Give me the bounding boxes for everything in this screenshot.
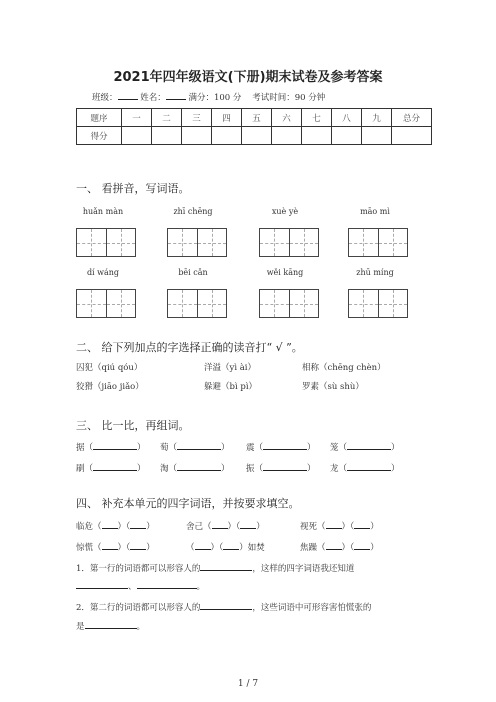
compare-char: 龙 (330, 464, 339, 474)
reading-choice[interactable] (302, 361, 386, 373)
score-header-cell: 六 (272, 109, 302, 127)
writing-grid[interactable] (76, 289, 136, 318)
reading-choice[interactable] (76, 380, 144, 392)
score-cell[interactable] (272, 127, 302, 145)
writing-grid[interactable] (167, 289, 227, 318)
section-1-title: 一、 看拼音，写词语。 (76, 182, 190, 195)
score-cell[interactable] (152, 127, 182, 145)
question-1 (76, 561, 354, 574)
score-header-cell: 二 (152, 109, 182, 127)
exam-info (92, 90, 325, 103)
question-2-cont (76, 619, 145, 632)
choice-options: （chēng chèn） (319, 363, 386, 373)
page-title: 2021年四年级语文(下册)期末试卷及参考答案 (113, 70, 383, 85)
question-2-text: 2．第二行的词语都可以形容人的 (76, 603, 201, 613)
choice-options: （bì pì） (221, 382, 258, 392)
compare-char: 淘 (160, 464, 169, 474)
answer-blank[interactable] (200, 561, 252, 571)
idiom-item[interactable]: （ ）（ ）如焚 (186, 540, 265, 553)
pinyin-label: māo mì (360, 207, 390, 216)
pinyin-label: zhī chēng (173, 207, 213, 216)
full-score: 满分：100 分 (188, 93, 242, 103)
class-label: 班级： (92, 93, 118, 103)
writing-grid[interactable] (348, 289, 408, 318)
choice-word: 狡猾 (76, 382, 94, 392)
idiom-prefix: 惊慌（ (76, 543, 102, 553)
compare-char: 据 (76, 443, 85, 453)
score-header-cell: 八 (332, 109, 362, 127)
pinyin-label: xuè yè (271, 207, 299, 216)
pinyin-label: wěi kāng (266, 268, 304, 277)
period: 。 (196, 582, 206, 592)
question-2 (76, 600, 371, 613)
compare-item[interactable]: 笼（ ） (330, 440, 400, 453)
section-4-title: 四、 补充本单元的四字词语，并按要求填空。 (76, 497, 300, 510)
score-header-cell: 四 (212, 109, 242, 127)
answer-blank[interactable] (137, 579, 197, 589)
pinyin-label: bēi cǎn (178, 268, 208, 277)
question-2-tail: ，这些词语中可形容害怕慌张的 (252, 603, 372, 613)
score-row-label: 得分 (77, 127, 122, 145)
compare-char: 萄 (160, 443, 169, 453)
question-1-tail: ，这样的四字词语我还知道 (252, 564, 355, 574)
score-cell[interactable] (332, 127, 362, 145)
reading-choice[interactable] (76, 361, 142, 373)
score-cell[interactable] (182, 127, 212, 145)
writing-grid[interactable] (259, 228, 319, 257)
reading-choice[interactable] (302, 380, 364, 392)
choice-options: （sù shù） (319, 382, 364, 392)
compare-item[interactable]: 萄（ ） (160, 440, 230, 453)
answer-blank[interactable] (200, 600, 252, 610)
idiom-prefix: 临危（ (76, 522, 102, 532)
choice-word: 罗素 (302, 382, 320, 392)
score-cell[interactable] (122, 127, 152, 145)
idiom-item[interactable]: 舍己（ ）（ ） (186, 519, 265, 532)
score-header-row (77, 109, 432, 127)
section-2-title: 二、 给下列加点的字选择正确的读音打“ √ ”。 (76, 341, 303, 354)
idiom-prefix: 舍己（ (186, 522, 212, 532)
score-value-row (77, 127, 432, 145)
score-header-cell: 题序 (77, 109, 122, 127)
question-1-text: 1．第一行的词语都可以形容人的 (76, 564, 201, 574)
idiom-item[interactable]: 惊慌（ ）（ ） (76, 540, 155, 553)
compare-item[interactable]: 龙（ ） (330, 461, 400, 474)
score-header-cell: 总分 (392, 109, 432, 127)
compare-char: 刷 (76, 464, 85, 474)
idiom-item[interactable]: 焦躁（ ）（ ） (300, 540, 379, 553)
writing-grid[interactable] (348, 228, 408, 257)
score-cell[interactable] (302, 127, 332, 145)
choice-word: 洋溢 (204, 363, 222, 373)
pinyin-label: dí wáng (86, 268, 120, 277)
compare-item[interactable]: 震（ ） (246, 440, 316, 453)
compare-item[interactable]: 据（ ） (76, 440, 146, 453)
answer-blank[interactable] (76, 579, 128, 589)
choice-word: 相称 (302, 363, 320, 373)
page-number: 1 / 7 (237, 679, 259, 689)
question-1-cont (76, 579, 205, 592)
separator: 、 (128, 582, 137, 592)
score-cell[interactable] (242, 127, 272, 145)
choice-options: （qiú qóu） (93, 363, 143, 373)
compare-item[interactable]: 淘（ ） (160, 461, 230, 474)
idiom-item[interactable]: 视死（ ）（ ） (300, 519, 379, 532)
score-header-cell: 一 (122, 109, 152, 127)
choice-options: （jiāo jiǎo） (93, 382, 144, 392)
choice-word: 囚犯 (76, 363, 94, 373)
writing-grid[interactable] (259, 289, 319, 318)
pinyin-label: huǎn màn (82, 207, 124, 216)
exam-time: 考试时间：90 分钟 (252, 93, 326, 103)
idiom-prefix: 视死（ (300, 522, 326, 532)
compare-char: 振 (246, 464, 255, 474)
compare-char: 震 (246, 443, 255, 453)
writing-grid[interactable] (167, 228, 227, 257)
compare-item[interactable]: 刷（ ） (76, 461, 146, 474)
score-table (76, 108, 432, 145)
idiom-prefix: 焦躁（ (300, 543, 326, 553)
choice-options: （yì ài） (221, 363, 257, 373)
idiom-item[interactable]: 临危（ ）（ ） (76, 519, 155, 532)
question-2-next: 是 (76, 622, 85, 632)
compare-char: 笼 (330, 443, 339, 453)
period: 。 (136, 622, 146, 632)
section-3-title: 三、 比一比，再组词。 (76, 419, 190, 432)
class-blank (118, 90, 138, 100)
name-blank (166, 90, 186, 100)
reading-choice[interactable] (204, 380, 257, 392)
pinyin-label: zhū míng (356, 268, 394, 277)
score-cell[interactable] (392, 127, 432, 145)
choice-word: 躲避 (204, 382, 222, 392)
score-header-cell: 九 (362, 109, 392, 127)
score-header-cell: 三 (182, 109, 212, 127)
name-label: 姓名： (140, 93, 166, 103)
score-cell[interactable] (362, 127, 392, 145)
reading-choice[interactable] (204, 361, 256, 373)
score-cell[interactable] (212, 127, 242, 145)
score-header-cell: 五 (242, 109, 272, 127)
score-header-cell: 七 (302, 109, 332, 127)
answer-blank[interactable] (85, 619, 137, 629)
idiom-suffix: 如焚 (247, 543, 265, 553)
writing-grid[interactable] (76, 228, 136, 257)
compare-item[interactable]: 振（ ） (246, 461, 316, 474)
